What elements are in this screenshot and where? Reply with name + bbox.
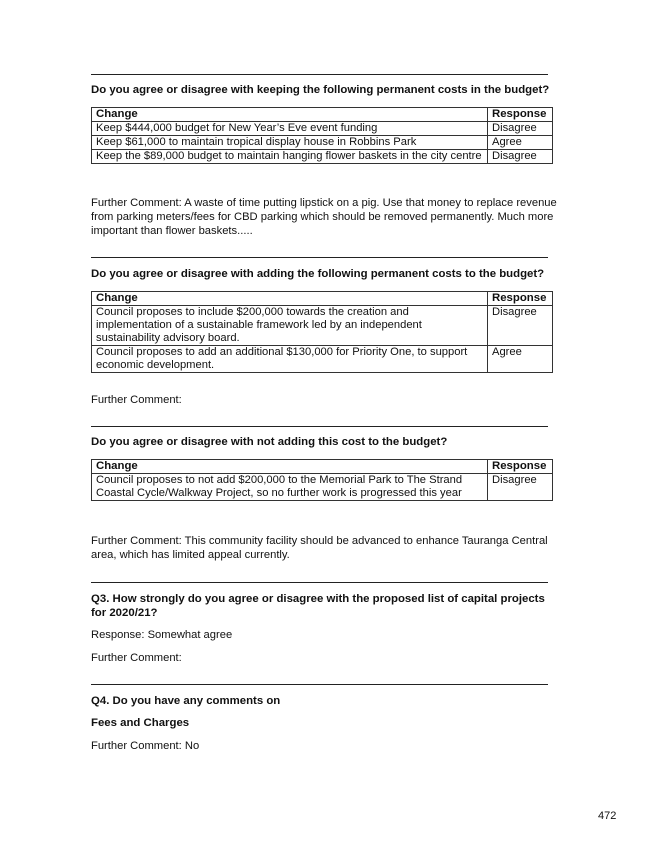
section-divider: [91, 426, 548, 427]
section-divider: [91, 582, 548, 583]
response-cell: Disagree: [488, 150, 553, 164]
further-comment: Further Comment:: [91, 394, 182, 406]
table-header-row: [92, 292, 553, 306]
response-table: [91, 107, 553, 164]
q3-response: Response: Somewhat agree: [91, 629, 233, 641]
q4-question: Q4. Do you have any comments on: [91, 695, 281, 707]
q4-subheading: Fees and Charges: [91, 717, 190, 729]
column-header-change: Change: [92, 292, 488, 306]
response-cell: Disagree: [488, 122, 553, 136]
page-number: 472: [598, 810, 617, 822]
q3-question: Q3. How strongly do you agree or disagree with the proposed list of capital projects for 2020/21?: [91, 593, 545, 619]
change-cell: Keep the $89,000 budget to maintain hanging flower baskets in the city centre: [92, 150, 488, 164]
section-divider: [91, 74, 548, 75]
table-row: [92, 306, 553, 346]
question-heading: Do you agree or disagree with adding the following permanent costs to the budget?: [91, 268, 545, 280]
table-header-row: [92, 460, 553, 474]
change-cell: Keep $61,000 to maintain tropical display house in Robbins Park: [92, 136, 488, 150]
question-heading: Do you agree or disagree with keeping the following permanent costs in the budget?: [91, 84, 550, 96]
table-row: [92, 136, 553, 150]
further-comment: Further Comment: This community facility should be advanced to enhance Tauranga Central area, which has limited appeal currently.: [91, 535, 548, 561]
response-cell: Disagree: [488, 474, 553, 501]
section-divider: [91, 257, 548, 258]
column-header-response: Response: [488, 108, 553, 122]
table-header-row: [92, 108, 553, 122]
column-header-change: Change: [92, 460, 488, 474]
response-table: [91, 459, 553, 501]
response-cell: Agree: [488, 346, 553, 373]
q3-further-comment: Further Comment:: [91, 652, 182, 664]
change-cell: Council proposes to include $200,000 towards the creation and implementation of a sustainable framework led by an independent sustainability advisory board.: [92, 306, 488, 346]
column-header-response: Response: [488, 292, 553, 306]
section-divider: [91, 684, 548, 685]
table-row: [92, 122, 553, 136]
change-cell: Keep $444,000 budget for New Year’s Eve event funding: [92, 122, 488, 136]
response-cell: Agree: [488, 136, 553, 150]
question-heading: Do you agree or disagree with not adding this cost to the budget?: [91, 436, 448, 448]
table-row: [92, 150, 553, 164]
change-cell: Council proposes to not add $200,000 to the Memorial Park to The Strand Coastal Cycle/Walkway Project, so no further work is progressed this year: [92, 474, 488, 501]
table-row: [92, 474, 553, 501]
response-table: [91, 291, 553, 373]
column-header-response: Response: [488, 460, 553, 474]
change-cell: Council proposes to add an additional $130,000 for Priority One, to support economic development.: [92, 346, 488, 373]
table-row: [92, 346, 553, 373]
further-comment: Further Comment: A waste of time putting lipstick on a pig. Use that money to replace revenue from parking meters/fees for CBD parking which should be removed permanently. Much more important than flower baskets.....: [91, 197, 557, 237]
q4-further-comment: Further Comment: No: [91, 740, 200, 752]
response-cell: Disagree: [488, 306, 553, 346]
column-header-change: Change: [92, 108, 488, 122]
